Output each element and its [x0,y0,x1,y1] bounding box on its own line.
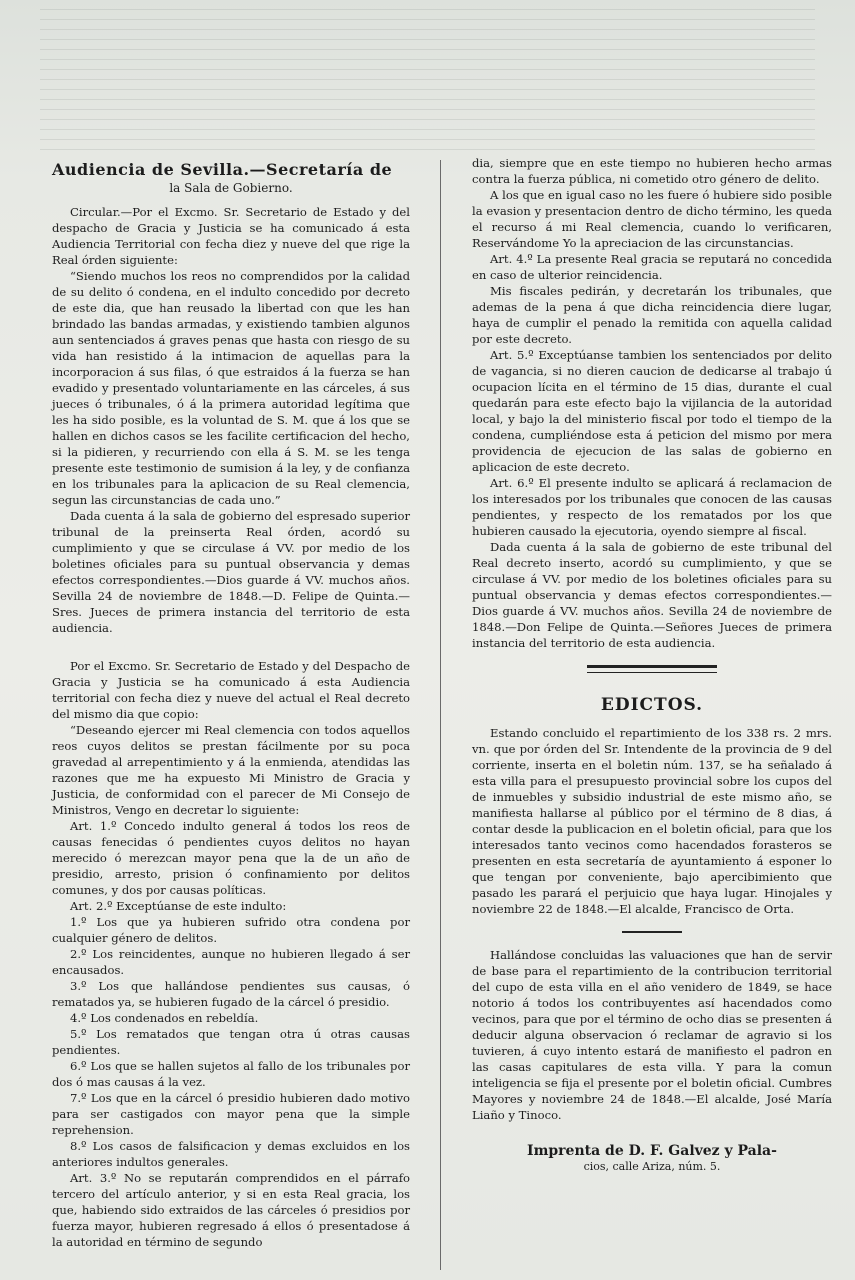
imprint-address: cios, calle Ariza, núm. 5. [583,1160,721,1173]
dada-cuenta-paragraph: Dada cuenta á la sala de gobierno del espresado superior tribunal de la preinserta Real órden, acordó su cumplimiento y que se circulase á VV. por medio de los boletines oficiales para su puntual observancia y demas efectos correspondientes.—Dios guarde á VV. muchos años. Sevilla 24 de noviembre de 1848.—D. Felipe de Quinta.—Sres. Jueces de primera instancia del territorio de esta audiencia. [52,509,410,635]
real-orden-quote: “Siendo muchos los reos no comprendidos por la calidad de su delito ó condena, en el indulto concedido por decreto de este dia, que han reusado la libertad con que les han brindado las bandas armadas, y existiendo tambien algunos aun sentenciados á graves penas que hasta con riesgo de su vida han resistido á la intimacion de aquellas para la incorporacion á sus filas, ó que estraidos á la fuerza se han evadido y presentado voluntariamente en las cárceles, á sus jueces ó tribunales, ó á la primera autoridad legítima que les ha sido posible, es la voluntad de S. M. que á los que se hallen en dichos casos se les facilite certificacion del hecho, si la pidieren, y recurriendo con ella á S. M. se les tenga presente este testimonio de sumision á la ley, y de confianza en los tribunales para la aplicacion de su Real clemencia, segun las circunstancias de cada uno.” [52,269,410,507]
article-5: Art. 5.º Exceptúanse tambien los sentenciados por delito de vagancia, si no dieren caucion de dedicarse al trabajo ú ocupacion lícita en el término de 15 dias, durante el cual quedarán para este efecto bajo la vijilancia de la autoridad local, y bajo la del ministerio fiscal por todo el tiempo de la condena, cumpliéndose esta á peticion del mismo por mera providencia de ejecucion de las salas de gobierno en aplicacion de este decreto. [472,348,832,474]
exception-4: 4.º Los condenados en rebeldía. [70,1011,259,1025]
right-column [472,155,832,1175]
edict-cumbres-mayores: Hallándose concluidas las valuaciones que han de servir de base para el repartimiento de la contribucion territorial del cupo de esta villa en el año venidero de 1849, se hace notorio á todos los contribuyentes así hacendados como vecinos, para que por el término de ocho dias se presenten á deducir alguna observacion ó reclamar de agravio si los tuvieren, á cuyo intento estará de manifiesto el padron en las casas capitulares de esta villa. Y para la comun inteligencia se fija el presente por el boletin oficial. Cumbres Mayores y noviembre 24 de 1848.—El alcalde, José María Liaño y Tinoco. [472,948,832,1122]
exception-5: 5.º Los rematados que tengan otra ú otras causas pendientes. [52,1027,410,1057]
show-through-text [40,0,815,150]
left-column [52,160,410,1250]
decree-preamble: “Deseando ejercer mi Real clemencia con todos aquellos reos cuyos delitos se prestan fácilmente por su poca gravedad al arrepentimiento y á la enmienda, atendidas las razones que me ha expuesto Mi Ministro de Gracia y Justicia, de conformidad con el parecer de Mi Consejo de Ministros, Vengo en decretar lo siguiente: [52,723,410,817]
imprint-line: Imprenta de D. F. Galvez y Pala- [527,1143,777,1159]
article-6: Art. 6.º El presente indulto se aplicará á reclamacion de los interesados por los tribunales que conocen de las causas pendientes, y respecto de los rematados por los que hubieren causado la ejecutoria, oyendo siempre al fiscal. [472,476,832,538]
circular-paragraph: Circular.—Por el Excmo. Sr. Secretario de Estado y del despacho de Gracia y Justicia se ha comunicado á esta Audiencia Territorial con fecha diez y nueve del que rige la Real órden siguiente: [52,205,410,267]
edictos-heading: EDICTOS. [600,695,704,715]
dada-cuenta-paragraph-2: Dada cuenta á la sala de gobierno de este tribunal del Real decreto inserto, acordó su cumplimiento, y que se circulase á VV. por medio de los boletines oficiales para su puntual observancia y demas efectos correspondientes.—Dios guarde á VV. muchos años. Sevilla 24 de noviembre de 1848.—Don Felipe de Quinta.—Señores Jueces de primera instancia del territorio de esta audiencia. [472,540,832,650]
section-title: Audiencia de Sevilla.—Secretaría de [52,160,393,179]
article-4: Art. 4.º La presente Real gracia se reputará no concedida en caso de ulterior reincidencia. [472,252,832,282]
exception-6: 6.º Los que se hallen sujetos al fallo de los tribunales por dos ó mas causas á la vez. [52,1059,410,1089]
short-rule [622,931,682,933]
exception-2: 2.º Los reincidentes, aunque no hubieren llegado á ser encausados. [52,947,410,977]
decree-intro: Por el Excmo. Sr. Secretario de Estado y del Despacho de Gracia y Justicia se ha comunicado á esta Audiencia territorial con fecha diez y nueve del actual el Real decreto del mismo dia que copio: [52,659,410,721]
evasion-paragraph: A los que en igual caso no les fuere ó hubiere sido posible la evasion y presentacion dentro de dicho término, les queda el recurso á mi Real clemencia, cuando lo verificaren, Reservándome Yo la apreciacion de las circunstancias. [472,188,832,250]
exception-1: 1.º Los que ya hubieren sufrido otra condena por cualquier género de delitos. [52,915,410,945]
article-1: Art. 1.º Concedo indulto general á todos los reos de causas fenecidas ó pendientes cuyos delitos no hayan merecido ó merezcan mayor pena que la de un año de presidio, arresto, prision ó confinamiento por delitos comunes, y dos por causas políticas. [52,819,410,897]
edict-hinojales: Estando concluido el repartimiento de los 338 rs. 2 mrs. vn. que por órden del Sr. Intendente de la provincia de 9 del corriente, inserta en el boletin núm. 137, se ha señalado á esta villa para el presupuesto provincial sobre los cupos del de inmuebles y subsidio industrial de este mismo año, se manifiesta hallarse al público por el término de 8 dias, á contar desde la publicacion en el boletin oficial, para que los interesados tanto vecinos como hacendados forasteros se presenten en esta secretaría de ayuntamiento á esponer lo que tengan por conveniente, bajo apercibimiento que pasado les parará el perjuicio que haya lugar. Hinojales y noviembre 22 de 1848.—El alcalde, Francisco de Orta. [472,726,832,916]
article-3: Art. 3.º No se reputarán comprendidos en el párrafo tercero del artículo anterior, y si en esta Real gracia, los que, habiendo sido extraidos de las cárceles ó presidios por fuerza mayor, hubieren regresado á ellos ó presentadose á la autoridad en término de segundo [52,1171,410,1249]
exception-7: 7.º Los que en la cárcel ó presidio hubieren dado motivo para ser castigados con mayor pena que la simple reprehension. [52,1091,410,1137]
article-2: Art. 2.º Exceptúanse de este indulto: [70,899,287,913]
article-3-continued: dia, siempre que en este tiempo no hubieren hecho armas contra la fuerza pública, ni cometido otro género de delito. [472,156,832,186]
section-subtitle: la Sala de Gobierno. [169,181,293,195]
fiscales-paragraph: Mis fiscales pedirán, y decretarán los tribunales, que ademas de la pena á que dicha reincidencia diere lugar, haya de cumplir el penado la remitida con aquella calidad por este decreto. [472,284,832,346]
double-rule [587,665,717,673]
exception-8: 8.º Los casos de falsificacion y demas excluidos en los anteriores indultos generales. [52,1139,410,1169]
column-divider [440,160,441,1270]
exception-3: 3.º Los que hallándose pendientes sus causas, ó rematados ya, se hubieren fugado de la cárcel ó presidio. [52,979,410,1009]
